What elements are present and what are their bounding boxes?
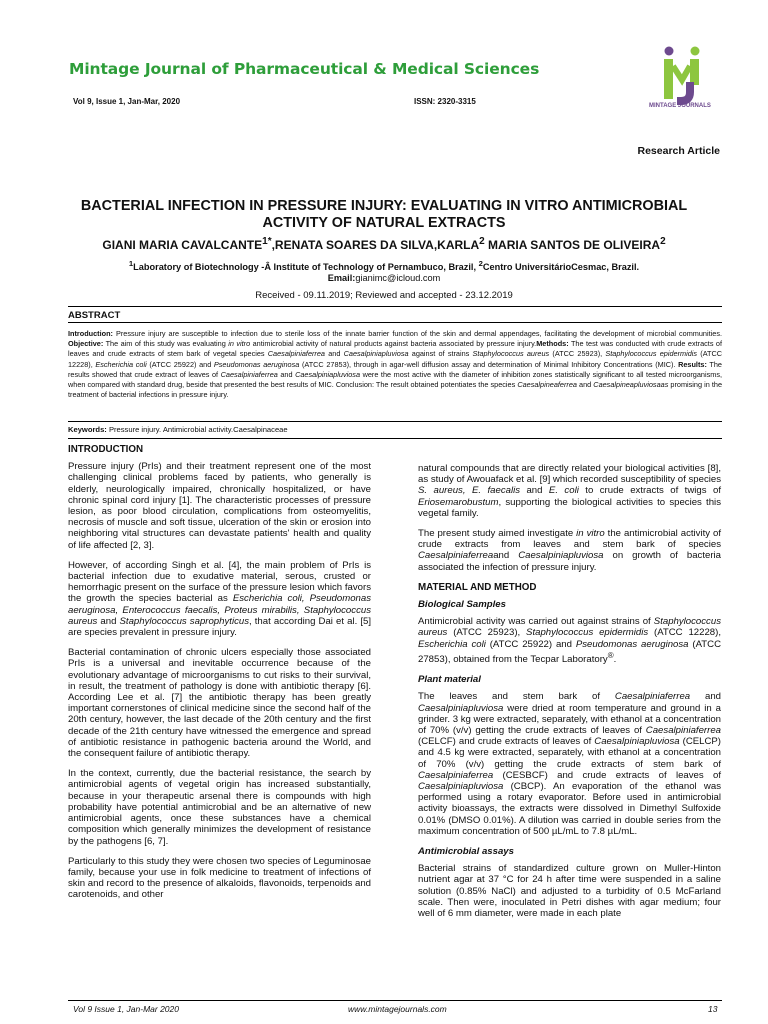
section-heading-methods: MATERIAL AND METHOD	[418, 581, 537, 593]
author-1-sup: 1*	[262, 236, 272, 247]
paragraph: Bacterial strains of standardized culture grown on Muller-Hinton nutrient agar at 37 °C for 24 h after time were suspended in a saline solution (0.85% NaCl) and adjusted to a turbidity of 0.5 McFarland scale. Then were, inoculated in Petri dishes with agar medium; four well of 6 mm diameter, were made in each plate	[418, 863, 721, 920]
keywords-text: Pressure injury. Antimicrobial activity.Caesalpinaceae	[106, 425, 288, 434]
abstract-text: The test was conducted with crude extracts of leaves and crude extracts of stem bark of vegetal species	[68, 339, 723, 359]
keywords-rule	[68, 438, 722, 439]
species-name: Eriosemarobustum	[418, 496, 499, 508]
abstract-bottom-rule	[68, 421, 722, 422]
text: and	[97, 615, 120, 627]
page-number: 13	[708, 1004, 718, 1014]
text: (CELCP) and 4.5 kg were extracted, separately, with ethanol at a concentration of 70% (v/v) getting the crude extracts of stem bark of	[418, 736, 722, 770]
left-column	[68, 444, 371, 910]
abstract-text: promising in the treatment of bacterial infections in pressure injury.	[68, 380, 723, 400]
text: (ATCC 25922) and	[485, 638, 576, 650]
italic-text: in vitro	[576, 528, 605, 540]
text: (ATCC 27853), obtained from the Tecpar Laboratory	[418, 638, 722, 666]
text: (ATCC 25923),	[447, 627, 527, 639]
footer-rule	[68, 1000, 722, 1001]
text: The present study aimed investigate	[418, 528, 577, 540]
text: the antimicrobial activity of crude extracts from leaves and stem bark of species	[418, 528, 721, 551]
abstract-text: (ATCC 27853), through in agar-well diffusion assay and determination of Minimal Inhibitory Concentrations (MIC).	[299, 359, 679, 369]
abstract-heading: ABSTRACT	[68, 310, 121, 321]
author-1: GIANI MARIA CAVALCANTE	[102, 238, 263, 252]
paragraph: Pressure injury (PrIs) and their treatment represent one of the most challenging clinical problems faced by patients, who generally is elderly, neurologically impaired, chronically hospitalized, or have chronic spinal cord injury [1]. The characteristic processes of pressure lesion, as poor blood circulation, complications from osteomyelitis, necrosis of muscle and soft tissue, ulceration of the skin or erosion into neighboring vital structures can devastate patients' health and quality of life affected [2, 3].	[68, 461, 371, 551]
keywords	[68, 425, 288, 434]
abstract-text: (ATCC 12228),	[68, 349, 723, 369]
abstract-text: (ATCC 25922) and	[146, 359, 214, 369]
abstract-text: and	[576, 380, 594, 390]
species-name: Caesalpiniapluviosa	[295, 369, 361, 379]
text: However, of according Singh et al. [4], the main problem of PrIs is bacterial infection due to exudative material, serous, crusted or hemorrhagic present on the surface of the pressure lesion which favors the growth the species bacterial as	[68, 559, 371, 605]
species-name: Escherichia coli	[95, 359, 147, 369]
affil-1: Laboratory of Biotechnology -Â Institute of Technology of Pernambuco, Brazil,	[133, 262, 479, 273]
email-link[interactable]: gianimc@icloud.com	[355, 273, 441, 284]
species-name: Caesalpineaferrea	[517, 380, 577, 390]
abstract-text: antimicrobial activity of natural products against bacteria associated by pressure injury.	[250, 339, 537, 349]
paragraph: Bacterial contamination of chronic ulcers especially those associated PrIs is a universal and inevitable occurrence because of the evolutionary advantage of microorganisms to cut risks to their survival, in result, the treatment of pathology is done with antibiotic therapy [6]. According Lee et al. [7] the antibiotic therapy has been greatly important cornerstones of clinical medicine since the second half of the 20th century, however, the last decade of the 20th century and the first decade of the 21th century have witnessed the emergence and spread of antibiotic resistance in pathogenic bacteria around the World, and the consequent failure of antibiotic therapy.	[68, 647, 371, 760]
journal-name: Mintage Journal of Pharmaceutical & Medical Sciences	[69, 60, 540, 78]
text: were dried at room temperature and ground in a grinder. 3 kg were extracted, separately, with ethanol at a concentration of 70% (v/v) getting the crude extracts of leaves of	[418, 702, 721, 737]
species-name: Caesalpiniapluviosa	[594, 736, 680, 748]
text: to crude extracts of twigs of	[578, 485, 721, 497]
author-3-sup: 2	[660, 236, 666, 247]
author-3: MARIA SANTOS DE OLIVEIRA	[484, 238, 661, 252]
issn: ISSN: 2320-3315	[414, 97, 476, 106]
right-column	[418, 463, 721, 928]
registered-mark: ®	[607, 650, 614, 660]
text: .	[613, 654, 617, 666]
article-type: Research Article	[637, 145, 720, 157]
author-2-sup: 2	[479, 236, 485, 247]
article-title: BACTERIAL INFECTION IN PRESSURE INJURY: EVALUATING IN VITRO ANTIMICROBIAL ACTIVITY OF NATURAL EXTRACTS	[80, 198, 688, 231]
text: Antimicrobial activity was carried out against strains of	[418, 616, 654, 628]
footer-website-link[interactable]: www.mintagejournals.com	[348, 1004, 447, 1014]
abstract-text: and	[324, 349, 344, 359]
species-name: Staphylococcus saprophyticus	[119, 615, 250, 627]
text: , that according Dai et al. [5] are species prevalent in pressure injury.	[68, 615, 371, 639]
paragraph	[68, 560, 371, 638]
species-name: Escherichia coli, Pseudomonas aeruginosa, Enterococcus faecalis, Proteus mirabilis, Staphylococcus aureus	[68, 593, 371, 627]
species-name: E. coli	[548, 485, 579, 497]
affil-2: Centro UniversitárioCesmac, Brazil.	[482, 262, 640, 273]
species-name: Caesalpineapluviosaas	[593, 380, 669, 390]
species-name: Caesalpiniapluviosa	[343, 349, 409, 359]
paragraph	[418, 528, 721, 573]
species-name: Staphylococcus epidermidis	[605, 349, 698, 359]
species-name: Pseudomonas aeruginosa	[575, 638, 689, 650]
species-name: Caesalpiniaferrea	[418, 550, 494, 562]
affiliations	[70, 258, 698, 284]
footer-issue: Vol 9 Issue 1, Jan-Mar 2020	[73, 1004, 179, 1014]
abstract-intro-label: Introduction:	[68, 329, 113, 338]
abstract-text: The results showed that crude extract of leaves of	[68, 359, 722, 379]
keywords-label: Keywords:	[68, 425, 107, 434]
authors	[70, 236, 698, 252]
species-name: Caesalpiniapluviosa	[518, 550, 604, 562]
paragraph	[418, 616, 721, 665]
abstract-text: The aim of this study was evaluating	[103, 339, 229, 349]
logo-text: MINTAGE JOURNALS	[649, 103, 711, 109]
paragraph: In the context, currently, due the bacterial resistance, the search by antimicrobial agents of vegetal origin has increased substantially, because in your therapeutic arsenal there is compounds with high probability have potential antimicrobial and be an alternative of new antimicrobial agents, once these substances have a chemical composition which generally minimizes the development of resistance by the pathogens [6, 7].	[68, 768, 371, 847]
subsection-heading-biological: Biological Samples	[418, 599, 506, 611]
abstract-text: against of strains	[408, 349, 473, 359]
text: and	[520, 485, 549, 497]
text: and	[690, 691, 721, 703]
paragraph	[418, 691, 721, 837]
text: natural compounds that are directly related your biological activities [8], as study of Awouafack et al. [9] which recorded susceptibility of species	[418, 463, 721, 486]
text: The leaves and stem bark of	[418, 691, 615, 703]
abstract-italic: in vitro	[228, 339, 251, 349]
species-name: Escherichia coli	[418, 638, 486, 650]
abstract-text: were the most active with the diameter of inhibition zones statistically significant to all tested microorganisms, when compared with standard drug, beside that presented the best results of MIC. Conclusion: The result obtained potentiates the species	[68, 369, 723, 390]
text: (CESBCF) and crude extracts of leaves of	[493, 769, 721, 781]
email-label: Email:	[327, 273, 356, 284]
text: (CBCP). An evaporation of the ethanol was performed using a rotary evaporator. Before used in antimicrobial activity bioassays, the extracts were dissolved in Dimethyl Sulfoxide 0.01% (DMSO 0.01%). A dilution was carried in double series from the maximum concentration of 500 µL/mL to 7.8 µL/mL.	[418, 781, 721, 837]
text: and	[493, 550, 519, 562]
abstract-body	[68, 329, 722, 400]
abstract-text: (ATCC 25923),	[549, 349, 606, 359]
text: on growth of bacteria associated the infection of pressure injury.	[418, 550, 721, 573]
abstract-results-label: Results:	[678, 359, 707, 369]
received-dates: Received - 09.11.2019; Reviewed and accepted - 23.12.2019	[255, 290, 513, 301]
abstract-top-rule	[68, 306, 722, 307]
species-name: Caesalpiniaferrea	[645, 725, 721, 737]
affil-sup-2: 2	[478, 259, 483, 268]
species-name: Staphylococcus epidermidis	[526, 627, 649, 639]
species-name: Caesalpiniaferrea	[614, 691, 691, 703]
abstract-text: and	[277, 369, 296, 379]
species-name: Caesalpiniaferrea	[418, 769, 494, 781]
author-2: ,RENATA SOARES DA SILVA,KARLA	[271, 238, 480, 252]
abstract-methods-label: Methods:	[536, 339, 569, 349]
abstract-heading-rule	[68, 322, 722, 323]
species-name: Caesalpiniapluviosa	[418, 702, 504, 714]
text: (CELCF) and crude extracts of leaves of	[418, 736, 595, 748]
abstract-objective-label: Objective:	[68, 339, 104, 349]
species-name: Pseudomonas aeruginosa	[213, 359, 300, 369]
species-name: Caesalpiniaferrea	[267, 349, 325, 359]
species-name: Staphylococcus aureus	[472, 349, 550, 359]
species-name: Staphylococcus aureus	[418, 616, 721, 639]
issue-info: Vol 9, Issue 1, Jan-Mar, 2020	[73, 97, 181, 106]
species-name: Caesalpiniaferrea	[220, 369, 278, 379]
species-name: Caesalpiniapluviosa	[418, 781, 504, 793]
subsection-heading-plant: Plant material	[418, 674, 481, 686]
abstract-intro: Pressure injury are susceptible to infection due to sterile loss of the innate barrier function of the skin and dermal appendages, facilitating the development of microbial communities.	[113, 329, 722, 338]
text: , supporting the biological activities to species this vegetal family.	[418, 496, 721, 519]
section-heading-introduction: INTRODUCTION	[68, 444, 144, 455]
subsection-heading-assays: Antimicrobial assays	[418, 846, 514, 858]
species-name: S. aureus, E. faecalis	[418, 485, 521, 497]
text: (ATCC 12228),	[648, 627, 721, 639]
paragraph: Particularly to this study they were chosen two species of Leguminosae family, because your use in folk medicine to treatment of infections of skin and record to the presence of alkaloids, flavonoids, terpenoids and carotenoids, and other	[68, 855, 371, 901]
paragraph	[418, 463, 721, 519]
affil-sup-1: 1	[128, 259, 134, 268]
